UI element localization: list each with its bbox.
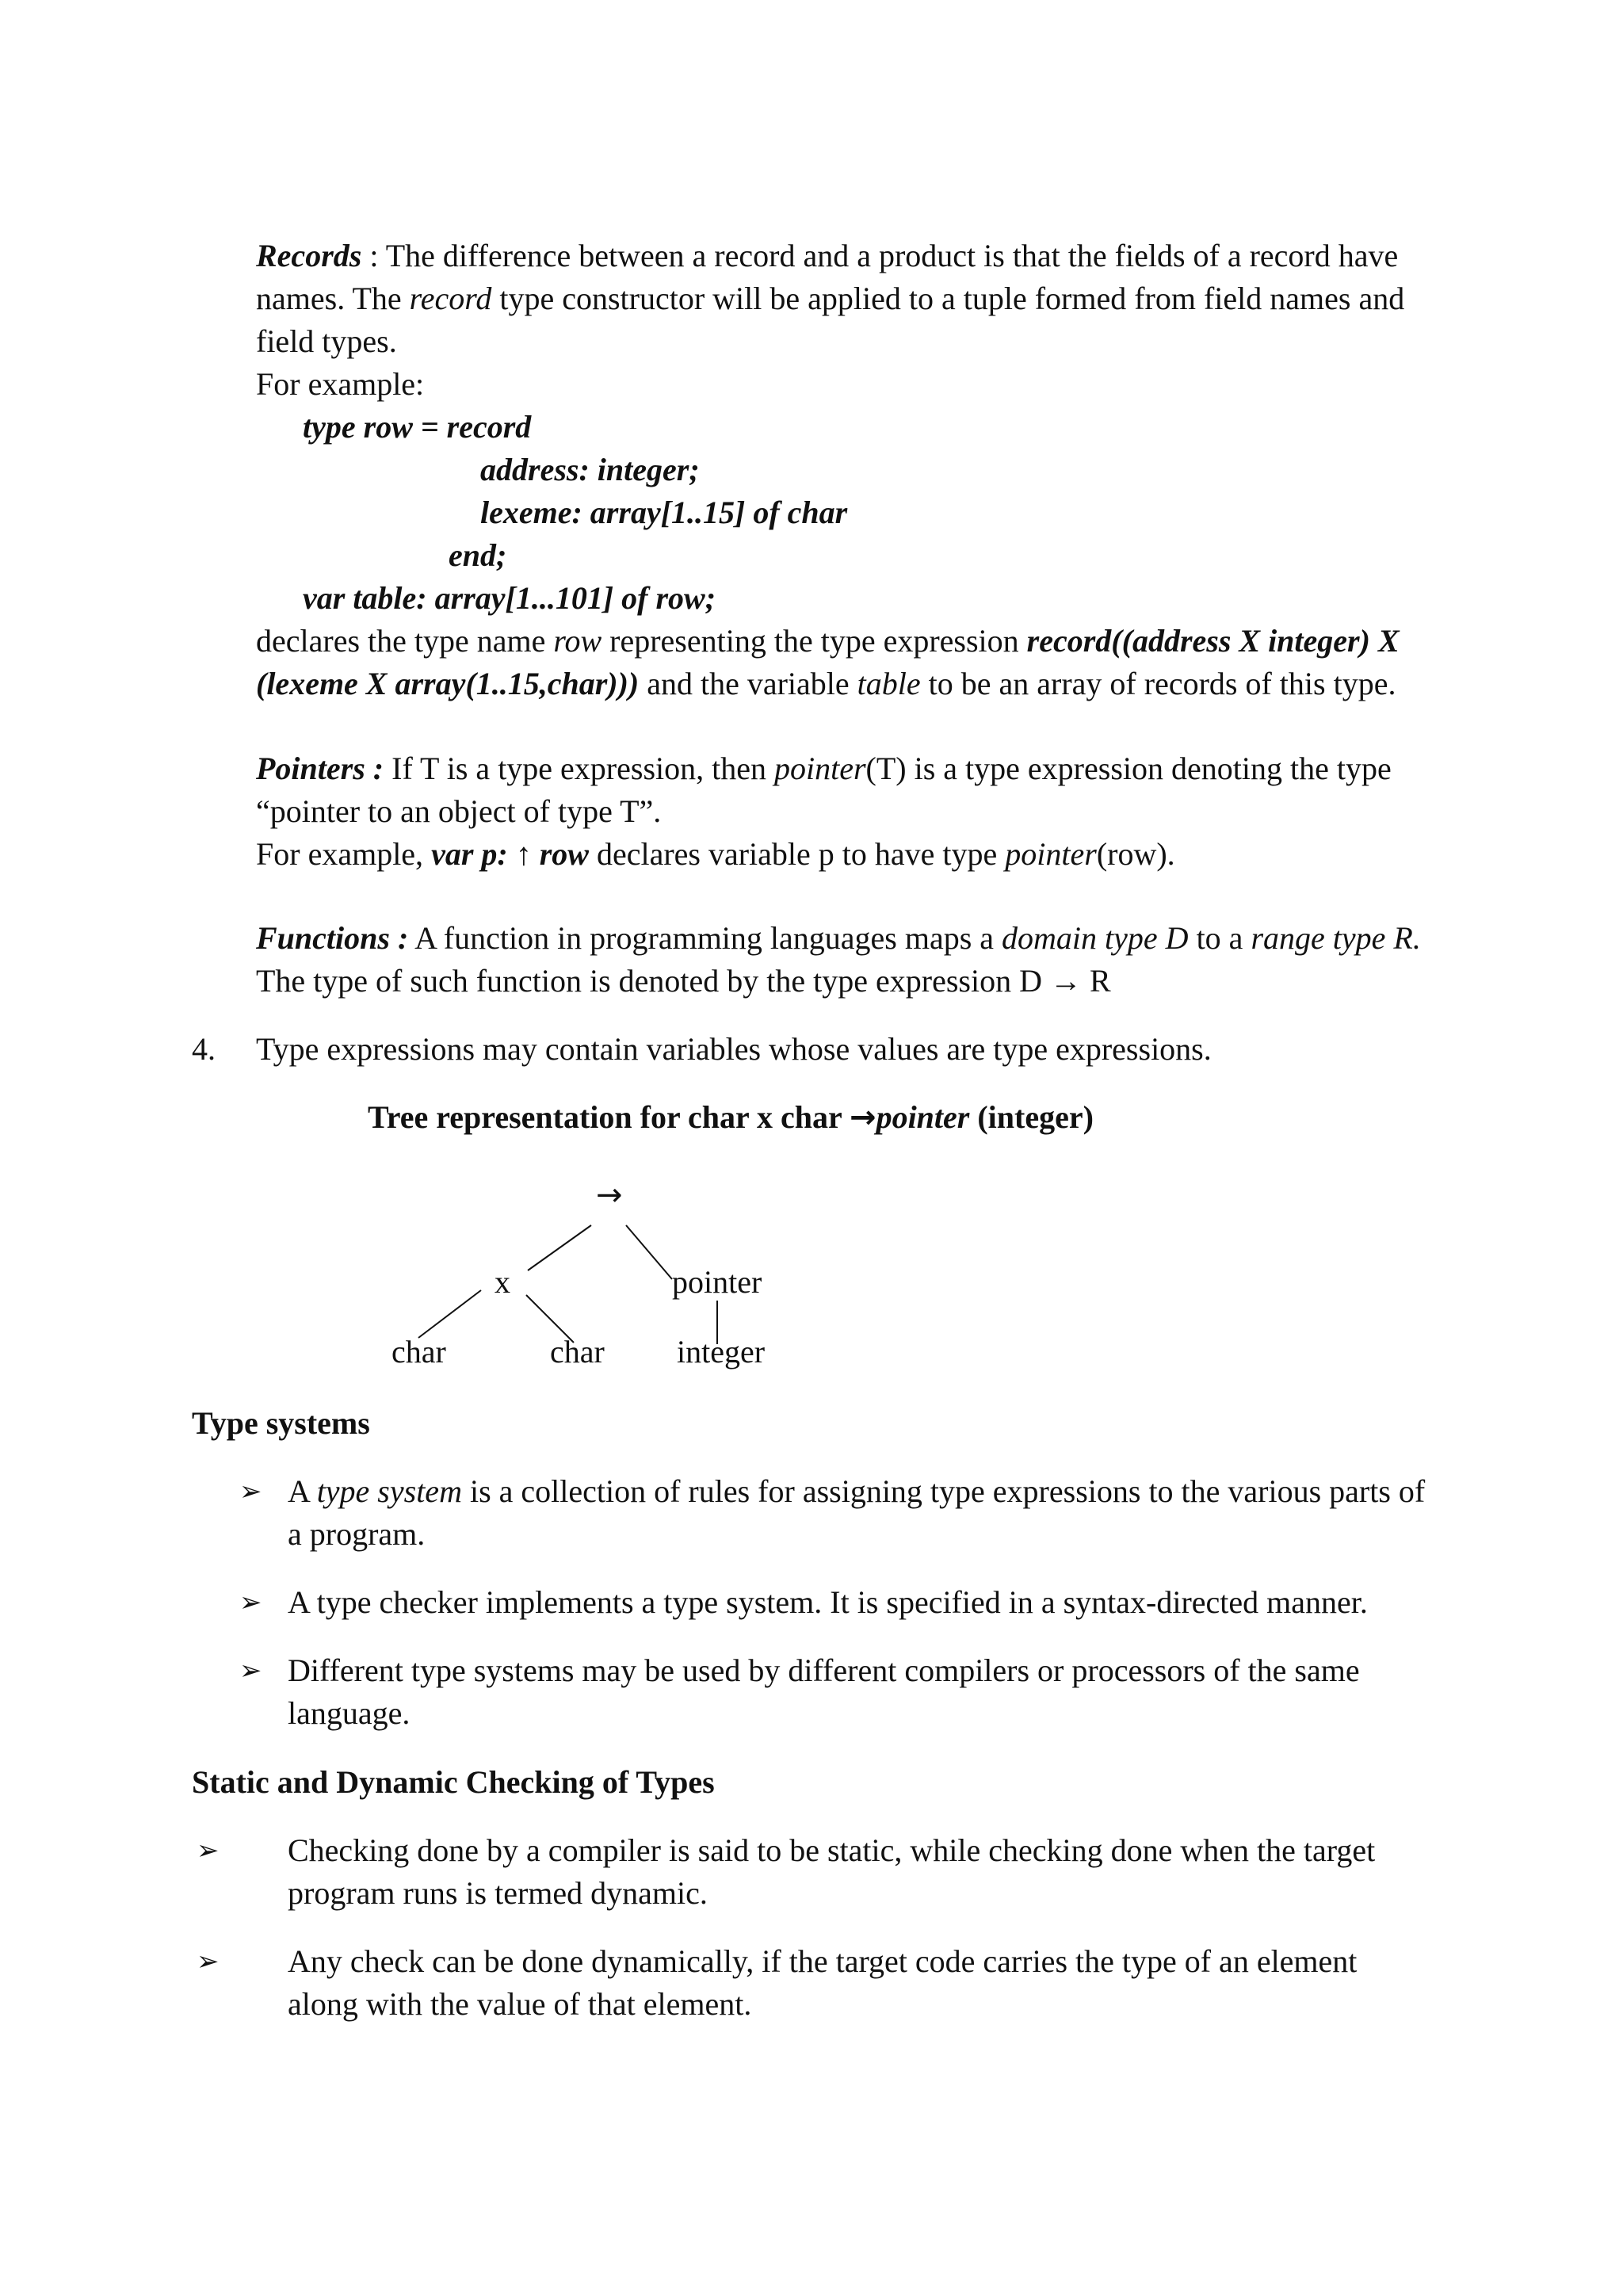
edge-x-char1 (418, 1290, 481, 1338)
records-title: Records (256, 238, 362, 273)
static-dynamic-bullet-2-line-2: along with the value of that element. (288, 1986, 752, 2022)
pointers-line-2: “pointer to an object of type T”. (256, 793, 662, 829)
records-for-example: For example: (256, 366, 425, 402)
bullet-icon: ➢ (239, 1476, 262, 1507)
functions-line-1: Functions : A function in programming languages maps a domain type D to a range type R. (256, 920, 1421, 956)
edge-root-pointer (626, 1225, 672, 1279)
bullet-icon: ➢ (197, 1946, 220, 1977)
type-systems-heading: Type systems (192, 1405, 370, 1441)
pointers-line-3: For example, var p: ↑ row declares variable p to have type pointer(row). (256, 836, 1175, 872)
tree-node-pointer: pointer (672, 1264, 762, 1300)
tree-caption: Tree representation for char x char →pointer (integer) (368, 1099, 1094, 1136)
type-systems-bullet-3-line-2: language. (288, 1695, 411, 1731)
records-declares-line-1: declares the type name row representing the type expression record((address X integer) X (256, 623, 1400, 659)
static-dynamic-heading: Static and Dynamic Checking of Types (192, 1764, 715, 1800)
tree-node-char-2: char (550, 1334, 605, 1370)
tree-node-root: → (596, 1177, 623, 1213)
type-systems-bullet-1-line-2: a program. (288, 1516, 426, 1552)
edge-root-x (528, 1225, 591, 1270)
code-line-3: lexeme: array[1..15] of char (480, 495, 848, 530)
records-line-3: field types. (256, 323, 397, 359)
code-line-5: var table: array[1...101] of row; (303, 580, 716, 616)
code-line-2: address: integer; (480, 452, 700, 487)
code-line-1: type row = record (303, 409, 532, 445)
tree-node-char-1: char (391, 1334, 446, 1370)
item-4-number: 4. (192, 1031, 216, 1067)
records-line-2: names. The record type constructor will be applied to a tuple formed from field names and (256, 281, 1405, 316)
tree-node-x: x (495, 1264, 510, 1300)
bullet-icon: ➢ (239, 1587, 262, 1618)
tree-node-integer: integer (677, 1334, 766, 1370)
records-declares-line-2: (lexeme X array(1..15,char))) and the variable table to be an array of records of this type. (256, 666, 1396, 701)
code-line-4: end; (449, 537, 507, 573)
static-dynamic-bullet-2-line-1: Any check can be done dynamically, if the target code carries the type of an element (288, 1943, 1358, 1979)
type-systems-bullet-2: A type checker implements a type system. It is specified in a syntax-directed manner. (288, 1584, 1368, 1620)
item-4-text: Type expressions may contain variables whose values are type expressions. (256, 1031, 1212, 1067)
type-systems-bullet-3-line-1: Different type systems may be used by different compilers or processors of the same (288, 1652, 1360, 1688)
static-dynamic-bullet-1-line-1: Checking done by a compiler is said to be static, while checking done when the target (288, 1832, 1376, 1868)
functions-title: Functions : (256, 920, 409, 956)
records-line-1: Records : The difference between a record and a product is that the fields of a record have (256, 238, 1399, 273)
pointers-line-1: Pointers : If T is a type expression, then pointer(T) is a type expression denoting the type (256, 751, 1392, 786)
functions-line-2: The type of such function is denoted by the type expression D → R (256, 963, 1111, 999)
bullet-icon: ➢ (197, 1835, 220, 1866)
bullet-icon: ➢ (239, 1655, 262, 1687)
pointers-title: Pointers : (256, 751, 384, 786)
type-systems-bullet-1-line-1: A type system is a collection of rules for assigning type expressions to the various parts of (288, 1473, 1426, 1509)
static-dynamic-bullet-1-line-2: program runs is termed dynamic. (288, 1875, 708, 1911)
